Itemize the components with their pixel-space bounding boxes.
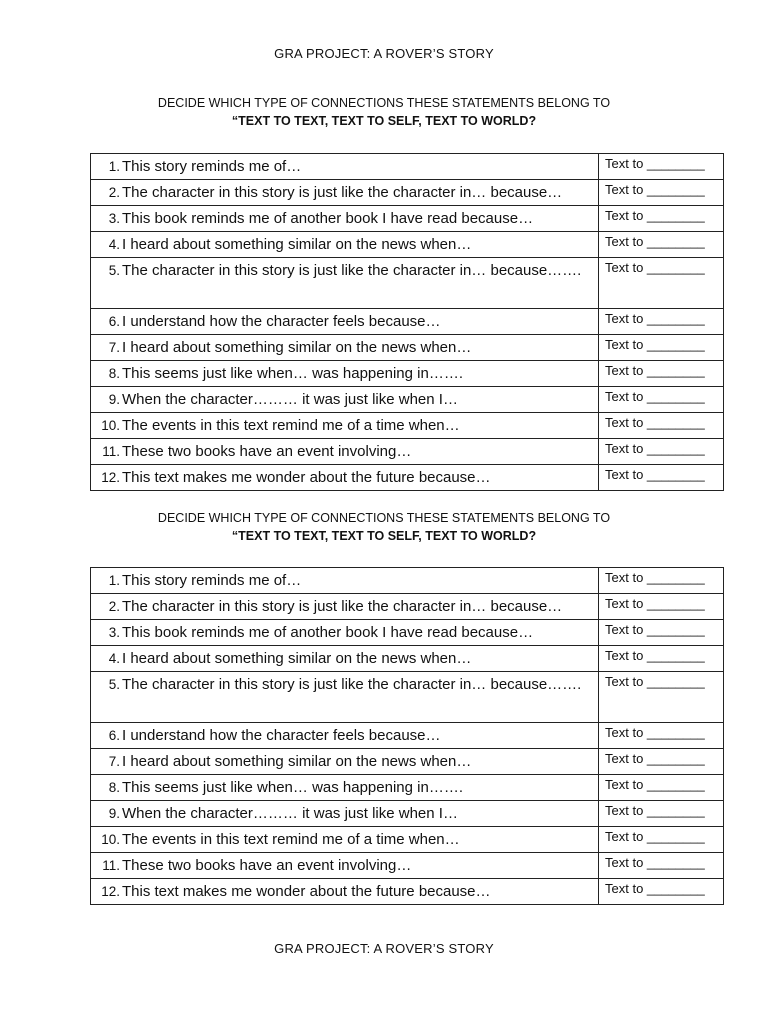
answer-blank[interactable]: Text to ________ [605, 311, 705, 326]
answer-cell[interactable] [599, 439, 724, 465]
statement-cell [91, 258, 599, 309]
statement-cell [91, 439, 599, 465]
statement-number: 3. [108, 211, 120, 226]
table-row [91, 413, 724, 439]
table-row [91, 672, 724, 723]
statement-cell [91, 335, 599, 361]
statement-number: 10. [101, 832, 120, 847]
statement-cell [91, 749, 599, 775]
statement [91, 154, 598, 179]
statement [91, 775, 598, 800]
statement [91, 413, 598, 438]
statement-text: This text makes me wonder about the future because… [122, 883, 491, 900]
statement-number: 7. [108, 754, 120, 769]
statement-number: 4. [108, 237, 120, 252]
statement-cell [91, 361, 599, 387]
statement-number: 8. [108, 366, 120, 381]
table-row [91, 439, 724, 465]
statement-number: 5. [108, 677, 120, 692]
table-row [91, 387, 724, 413]
answer-blank[interactable]: Text to ________ [605, 415, 705, 430]
answer-blank[interactable]: Text to ________ [605, 596, 705, 611]
statement-cell [91, 568, 599, 594]
answer-cell[interactable] [599, 672, 724, 723]
statement-text: The events in this text remind me of a time when… [122, 417, 460, 434]
statement-text: This story reminds me of… [122, 158, 302, 175]
answer-cell[interactable] [599, 387, 724, 413]
answer-blank[interactable]: Text to ________ [605, 337, 705, 352]
statement-number: 12. [101, 470, 120, 485]
statement [91, 723, 598, 748]
answer-blank[interactable]: Text to ________ [605, 441, 705, 456]
statement [91, 258, 598, 308]
statement-text: This book reminds me of another book I have read because… [122, 210, 534, 227]
answer-blank[interactable]: Text to ________ [605, 622, 705, 637]
statement [91, 568, 598, 593]
statement-number: 8. [108, 780, 120, 795]
answer-cell[interactable] [599, 335, 724, 361]
table-row [91, 206, 724, 232]
statement-cell [91, 465, 599, 491]
answer-cell[interactable] [599, 154, 724, 180]
table-row [91, 232, 724, 258]
statement-number: 11. [102, 858, 120, 873]
table-row [91, 258, 724, 309]
answer-cell[interactable] [599, 568, 724, 594]
section-1-table-body [91, 154, 724, 491]
statement-text: These two books have an event involving… [122, 443, 412, 460]
answer-cell[interactable] [599, 232, 724, 258]
statement-text: The character in this story is just like the character in… because……. [122, 676, 582, 693]
statement [91, 672, 598, 722]
statement-number: 3. [108, 625, 120, 640]
statement-text: The events in this text remind me of a time when… [122, 831, 460, 848]
answer-blank[interactable]: Text to ________ [605, 208, 705, 223]
statement-text: This seems just like when… was happening in……. [122, 365, 463, 382]
section-2-heading-line1: DECIDE WHICH TYPE OF CONNECTIONS THESE STATEMENTS BELONG TO [157, 511, 611, 525]
table-row [91, 723, 724, 749]
statement-cell [91, 154, 599, 180]
statement [91, 827, 598, 852]
statement-number: 6. [108, 728, 120, 743]
answer-cell[interactable] [599, 309, 724, 335]
table-row [91, 335, 724, 361]
answer-cell[interactable] [599, 465, 724, 491]
statement-text: I heard about something similar on the news when… [122, 339, 472, 356]
statement-text: I heard about something similar on the news when… [122, 753, 472, 770]
answer-cell[interactable] [599, 801, 724, 827]
statement-cell [91, 723, 599, 749]
statement-text: I heard about something similar on the news when… [122, 650, 472, 667]
statement [91, 465, 598, 490]
answer-blank[interactable]: Text to ________ [605, 363, 705, 378]
answer-blank[interactable]: Text to ________ [605, 777, 705, 792]
table-row [91, 646, 724, 672]
answer-cell[interactable] [599, 749, 724, 775]
statement [91, 749, 598, 774]
section-1-heading-line2: “TEXT TO TEXT, TEXT TO SELF, TEXT TO WORLD? [231, 114, 537, 128]
section-2-heading [0, 509, 768, 545]
statement-number: 2. [108, 599, 120, 614]
answer-cell[interactable] [599, 775, 724, 801]
statement-number: 9. [108, 806, 120, 821]
answer-blank[interactable]: Text to ________ [605, 260, 705, 275]
section-1-heading [0, 94, 768, 130]
section-1-table [90, 153, 724, 491]
answer-cell[interactable] [599, 361, 724, 387]
answer-blank[interactable]: Text to ________ [605, 829, 705, 844]
statement-cell [91, 801, 599, 827]
answer-cell[interactable] [599, 879, 724, 905]
answer-blank[interactable]: Text to ________ [605, 881, 705, 896]
statement-text: These two books have an event involving… [122, 857, 412, 874]
answer-cell[interactable] [599, 827, 724, 853]
answer-blank[interactable]: Text to ________ [605, 389, 705, 404]
statement [91, 594, 598, 619]
statement [91, 361, 598, 386]
answer-blank[interactable]: Text to ________ [605, 674, 705, 689]
statement-cell [91, 879, 599, 905]
section-2-table [90, 567, 724, 905]
table-row [91, 361, 724, 387]
table-row [91, 180, 724, 206]
section-2-heading-line2: “TEXT TO TEXT, TEXT TO SELF, TEXT TO WORLD? [231, 529, 537, 543]
statement-text: The character in this story is just like the character in… because… [122, 184, 563, 201]
statement-text: When the character……… it was just like when I… [122, 805, 458, 822]
answer-blank[interactable]: Text to ________ [605, 570, 705, 585]
answer-blank[interactable]: Text to ________ [605, 182, 705, 197]
answer-cell[interactable] [599, 180, 724, 206]
statement [91, 335, 598, 360]
table-row [91, 309, 724, 335]
answer-cell[interactable] [599, 620, 724, 646]
section-1-heading-line1: DECIDE WHICH TYPE OF CONNECTIONS THESE STATEMENTS BELONG TO [157, 96, 611, 110]
table-row [91, 465, 724, 491]
statement-cell [91, 413, 599, 439]
table-row [91, 154, 724, 180]
answer-blank[interactable]: Text to ________ [605, 467, 705, 482]
statement-text: The character in this story is just like the character in… because… [122, 598, 563, 615]
answer-cell[interactable] [599, 723, 724, 749]
statement-text: I understand how the character feels because… [122, 313, 441, 330]
answer-blank[interactable]: Text to ________ [605, 648, 705, 663]
statement [91, 309, 598, 334]
statement [91, 232, 598, 257]
table-row [91, 827, 724, 853]
answer-cell[interactable] [599, 853, 724, 879]
section-2-table-body [91, 568, 724, 905]
answer-cell[interactable] [599, 258, 724, 309]
statement [91, 853, 598, 878]
answer-blank[interactable]: Text to ________ [605, 803, 705, 818]
page-title: GRA PROJECT: A ROVER’S STORY [274, 46, 494, 61]
answer-blank[interactable]: Text to ________ [605, 751, 705, 766]
statement-text: This story reminds me of… [122, 572, 302, 589]
statement-cell [91, 180, 599, 206]
table-row [91, 853, 724, 879]
statement [91, 387, 598, 412]
statement-text: When the character……… it was just like when I… [122, 391, 458, 408]
table-row [91, 801, 724, 827]
statement-cell [91, 594, 599, 620]
statement [91, 620, 598, 645]
statement-number: 5. [108, 263, 120, 278]
table-row [91, 775, 724, 801]
statement-number: 12. [101, 884, 120, 899]
statement-number: 1. [108, 573, 120, 588]
statement [91, 206, 598, 231]
statement-text: I heard about something similar on the news when… [122, 236, 472, 253]
answer-blank[interactable]: Text to ________ [605, 855, 705, 870]
statement-text: This seems just like when… was happening in……. [122, 779, 463, 796]
answer-cell[interactable] [599, 413, 724, 439]
statement-cell [91, 206, 599, 232]
answer-blank[interactable]: Text to ________ [605, 725, 705, 740]
statement-number: 4. [108, 651, 120, 666]
statement-text: This text makes me wonder about the future because… [122, 469, 491, 486]
statement-number: 9. [108, 392, 120, 407]
statement-number: 1. [108, 159, 120, 174]
statement [91, 801, 598, 826]
answer-cell[interactable] [599, 594, 724, 620]
answer-cell[interactable] [599, 206, 724, 232]
footer-title: GRA PROJECT: A ROVER’S STORY [274, 941, 494, 956]
statement-number: 6. [108, 314, 120, 329]
statement-number: 7. [108, 340, 120, 355]
statement-text: I understand how the character feels because… [122, 727, 441, 744]
statement-text: This book reminds me of another book I have read because… [122, 624, 534, 641]
statement-cell [91, 827, 599, 853]
answer-blank[interactable]: Text to ________ [605, 156, 705, 171]
table-row [91, 594, 724, 620]
statement-cell [91, 309, 599, 335]
statement-number: 2. [108, 185, 120, 200]
statement [91, 439, 598, 464]
statement [91, 646, 598, 671]
answer-cell[interactable] [599, 646, 724, 672]
statement-cell [91, 620, 599, 646]
statement [91, 879, 598, 904]
table-row [91, 620, 724, 646]
statement-cell [91, 232, 599, 258]
statement-cell [91, 646, 599, 672]
statement-text: The character in this story is just like the character in… because……. [122, 262, 582, 279]
statement-cell [91, 775, 599, 801]
statement [91, 180, 598, 205]
answer-blank[interactable]: Text to ________ [605, 234, 705, 249]
table-row [91, 749, 724, 775]
table-row [91, 568, 724, 594]
statement-cell [91, 387, 599, 413]
table-row [91, 879, 724, 905]
statement-cell [91, 672, 599, 723]
statement-number: 10. [101, 418, 120, 433]
statement-cell [91, 853, 599, 879]
statement-number: 11. [102, 444, 120, 459]
